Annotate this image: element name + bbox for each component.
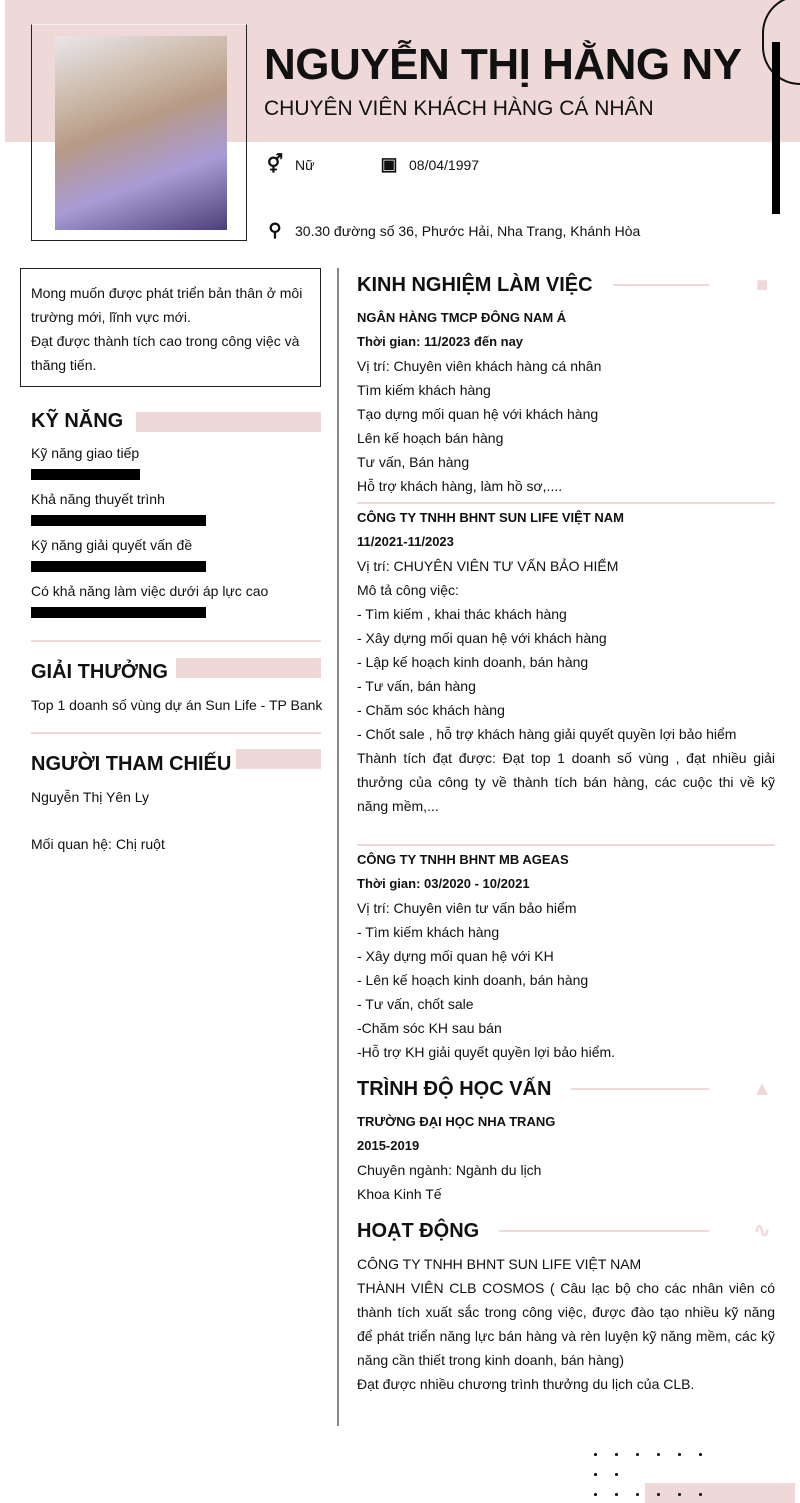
graduation-cap-icon: ▲ [752, 1078, 772, 1100]
objective-line: Đạt được thành tích cao trong công việc và thăng tiến. [31, 333, 300, 373]
skill-bar [31, 561, 206, 572]
dot [699, 1493, 702, 1496]
job-line: Lên kế hoạch bán hàng [357, 430, 504, 446]
skill-bar [31, 515, 206, 526]
education-heading [357, 1072, 775, 1106]
briefcase-icon: ■ [755, 274, 769, 296]
dot [594, 1473, 597, 1476]
dot [657, 1453, 660, 1456]
activity-org: CÔNG TY TNHH BHNT SUN LIFE VIỆT NAM [357, 1256, 642, 1272]
candidate-name: NGUYỄN THỊ HẰNG NY [264, 40, 742, 89]
experience-heading [357, 268, 775, 302]
job-time: 11/2021-11/2023 [357, 534, 454, 549]
dob-value: 08/04/1997 [409, 156, 480, 173]
column-divider [337, 268, 339, 1426]
job-time: Thời gian: 03/2020 - 10/2021 [357, 876, 530, 891]
divider [31, 732, 321, 734]
decor-bar [772, 42, 780, 214]
company: NGÂN HÀNG TMCP ĐÔNG NAM Á [357, 310, 567, 325]
job-line: Hỗ trợ khách hàng, làm hồ sơ,.... [357, 478, 563, 494]
school: TRƯỜNG ĐẠI HỌC NHA TRANG [357, 1114, 556, 1129]
job-line: Mô tả công việc: [357, 582, 459, 598]
references-heading: NGƯỜI THAM CHIẾU [31, 753, 232, 775]
heading-bar [236, 749, 321, 769]
edu-time: 2015-2019 [357, 1138, 420, 1153]
activities-heading [357, 1214, 775, 1248]
awards-heading: GIẢI THƯỞNG [31, 661, 168, 683]
location-pin-icon: ⚲ [268, 220, 282, 240]
dot [615, 1493, 618, 1496]
dot [636, 1493, 639, 1496]
job-line: Vị trí: CHUYÊN VIÊN TƯ VẤN BẢO HIỂM [357, 558, 619, 574]
job-line: - Tư vấn, chốt sale [357, 996, 474, 1012]
address [265, 220, 640, 241]
pulse-icon: ∿ [753, 1220, 771, 1242]
job-line: Tư vấn, Bán hàng [357, 454, 470, 470]
heading-text: KINH NGHIỆM LÀM VIỆC [357, 274, 593, 296]
job-line: - Chốt sale , hỗ trợ khách hàng giải quyết quyền lợi bảo hiểm [357, 726, 737, 742]
calendar-icon: ▣ [380, 154, 398, 174]
dot [615, 1453, 618, 1456]
gender-icon: ⚥ [266, 154, 284, 174]
company: CÔNG TY TNHH BHNT SUN LIFE VIỆT NAM [357, 510, 624, 525]
award-text: Top 1 doanh số vùng dự án Sun Life - TP Bank [31, 697, 323, 713]
dot [594, 1453, 597, 1456]
skill-label: Khả năng thuyết trình [31, 491, 165, 507]
divider [31, 640, 321, 642]
reference-relation: Mối quan hệ: Chị ruột [31, 836, 165, 852]
job-line: Tìm kiếm khách hàng [357, 382, 491, 398]
dot [615, 1473, 618, 1476]
job-line: Vị trí: Chuyên viên khách hàng cá nhân [357, 358, 602, 374]
company: CÔNG TY TNHH BHNT MB AGEAS [357, 852, 569, 867]
address-value: 30.30 đường số 36, Phước Hải, Nha Trang, Khánh Hòa [295, 222, 641, 239]
job-line: - Chăm sóc khách hàng [357, 702, 505, 718]
heading-bar [136, 412, 321, 432]
skill-bar [31, 469, 140, 480]
objective-box [20, 268, 321, 387]
heading-text: TRÌNH ĐỘ HỌC VẤN [357, 1078, 552, 1100]
job-line: - Tư vấn, bán hàng [357, 678, 476, 694]
skill-label: Có khả năng làm việc dưới áp lực cao [31, 583, 269, 599]
right-column [357, 268, 775, 1396]
dob [379, 154, 479, 175]
major: Chuyên ngành: Ngành du lịch [357, 1162, 542, 1178]
job-line: - Lập kế hoạch kinh doanh, bán hàng [357, 654, 589, 670]
job-line: Tạo dựng mối quan hệ với khách hàng [357, 406, 599, 422]
job-line: -Chăm sóc KH sau bán [357, 1020, 502, 1036]
job-line: - Lên kế hoạch kinh doanh, bán hàng [357, 972, 589, 988]
job-line: - Tìm kiếm , khai thác khách hàng [357, 606, 567, 622]
footer-bar [645, 1483, 795, 1503]
heading-text: HOẠT ĐỘNG [357, 1220, 480, 1242]
objective-line: Mong muốn được phát triển bản thân ở môi trường mới, lĩnh vực mới. [31, 285, 303, 325]
dot [678, 1493, 681, 1496]
profile-photo [55, 36, 227, 230]
job-line: -Hỗ trợ KH giải quyết quyền lợi bảo hiểm. [357, 1044, 616, 1060]
gender-value: Nữ [295, 156, 315, 173]
job-line: - Xây dựng mối quan hệ với khách hàng [357, 630, 607, 646]
dot [699, 1453, 702, 1456]
dot [657, 1493, 660, 1496]
activity-extra: Đạt được nhiều chương trình thưởng du lịch của CLB. [357, 1376, 695, 1392]
achievement: Thành tích đạt được: Đạt top 1 doanh số vùng , đạt nhiều giải thưởng của công ty về thành tích bán hàng, các cuộc thi về kỹ năng mềm,... [357, 750, 775, 814]
dot [678, 1453, 681, 1456]
gender [265, 154, 314, 175]
dot [594, 1493, 597, 1496]
skill-label: Kỹ năng giải quyết vấn đề [31, 537, 193, 553]
job-line: Vị trí: Chuyên viên tư vấn bảo hiểm [357, 900, 577, 916]
skills-heading: KỸ NĂNG [31, 410, 124, 432]
skill-bar [31, 607, 206, 618]
heading-bar [176, 658, 321, 678]
divider [357, 502, 775, 504]
reference-name: Nguyễn Thị Yên Ly [31, 789, 150, 805]
activity-desc: THÀNH VIÊN CLB COSMOS ( Câu lạc bộ cho các nhân viên có thành tích xuất sắc trong công việc, được đào tạo nhiều kỹ năng để phát triển năng lực bán hàng và rèn luyện kỹ năng mềm, các kỹ năng cần thiết trong kinh doanh, bán hàng) [357, 1280, 775, 1368]
job-line: - Xây dựng mối quan hệ với KH [357, 948, 554, 964]
faculty: Khoa Kinh Tế [357, 1186, 442, 1202]
skill-label: Kỹ năng giao tiếp [31, 445, 140, 461]
job-title: CHUYÊN VIÊN KHÁCH HÀNG CÁ NHÂN [264, 97, 654, 120]
divider [357, 844, 775, 846]
job-line: - Tìm kiếm khách hàng [357, 924, 500, 940]
job-time: Thời gian: 11/2023 đến nay [357, 334, 524, 349]
dot [636, 1453, 639, 1456]
